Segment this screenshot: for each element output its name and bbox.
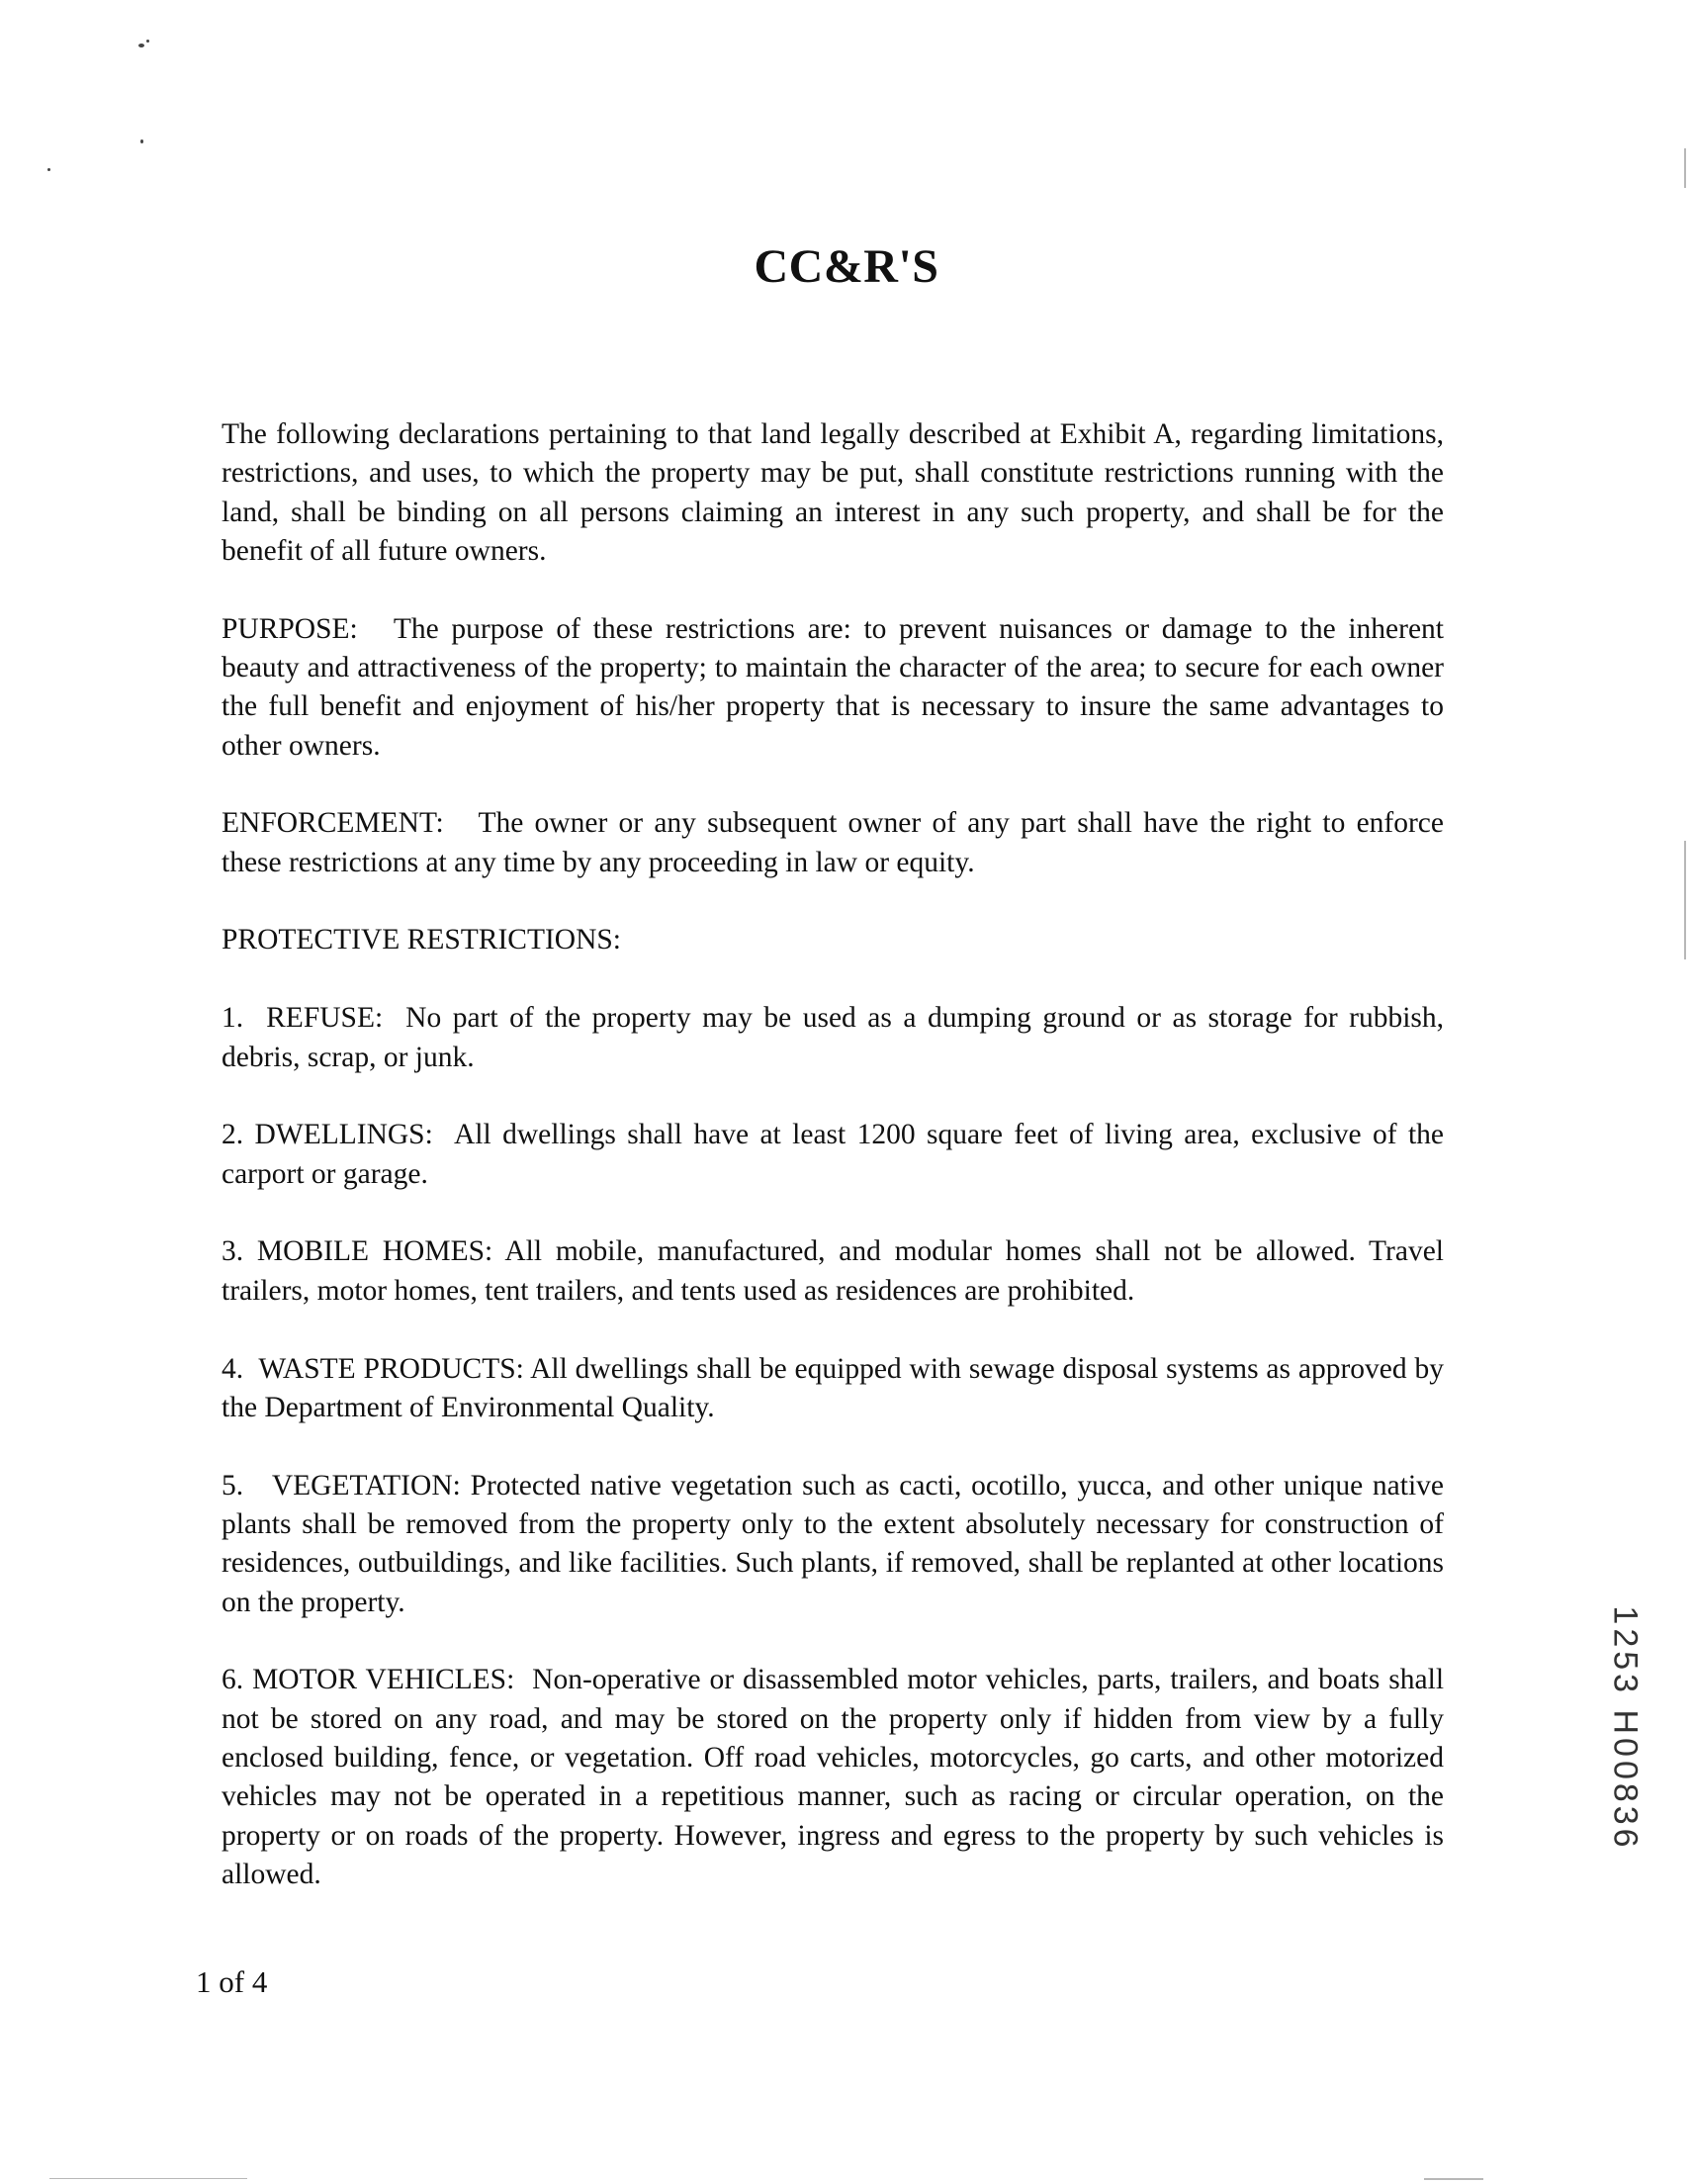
restriction-label: MOBILE HOMES: [256, 1235, 493, 1268]
restriction-text: No part of the property may be used as a dumping ground or as storage for rubbish, debris, scrap, or junk. [222, 1002, 1445, 1073]
page-number: 1 of 4 [196, 1964, 268, 1999]
scan-speck [146, 40, 149, 43]
restriction-number: 5. [222, 1469, 244, 1502]
document-body [222, 415, 1444, 1934]
restriction-text: Non-operative or disassembled motor vehicles, parts, trailers, and boats shall not be stored on any road, and may be stored on the property only if hidden from view by a fully enclosed building, fence, or vegetation. Off road vehicles, motorcycles, go carts, and other motorized vehicles may not be operated in a repetitious manner, such as racing or circular operation, on the property or on roads of the property. However, ingress and egress to the property by such vehicles is allowed. [222, 1664, 1445, 1890]
document-title: CC&R'S [754, 240, 939, 293]
intro-paragraph: The following declarations pertaining to that land legally described at Exhibit A, regarding limitations, restrictions, and uses, to which the property may be put, shall constitute restrictions running with the land, shall be binding on all persons claiming an interest in any such property, and shall be for the benefit of all future owners. [222, 418, 1444, 567]
restriction-label: DWELLINGS: [254, 1119, 433, 1151]
restriction-label: REFUSE: [266, 1002, 384, 1035]
restriction-number: 6. [222, 1664, 244, 1696]
restriction-number: 3. [222, 1235, 244, 1268]
restriction-item [222, 1350, 1444, 1428]
scan-edge-mark [1684, 841, 1686, 959]
purpose-label: PURPOSE: [222, 612, 358, 645]
enforcement-label: ENFORCEMENT: [222, 807, 444, 840]
restriction-text: All dwellings shall be equipped with sewage disposal systems as approved by the Department of Environmental Quality. [222, 1352, 1445, 1423]
enforcement-text: The owner or any subsequent owner of any part shall have the right to enforce these restrictions at any time by any proceeding in law or equity. [222, 807, 1444, 878]
restriction-item [222, 1116, 1444, 1194]
scan-speck [140, 139, 143, 143]
restriction-item [222, 1467, 1444, 1622]
recording-stamp-text: 1253 H00836 [1606, 1604, 1645, 1852]
restriction-label: VEGETATION: [271, 1469, 461, 1502]
restriction-label: MOTOR VEHICLES: [252, 1664, 515, 1696]
recording-stamp [1597, 1590, 1652, 1866]
scan-edge-mark [49, 2178, 247, 2179]
scan-speck [47, 168, 50, 171]
restriction-number: 1. [222, 1002, 244, 1035]
restriction-number: 2. [222, 1119, 244, 1151]
scan-speck [138, 44, 144, 47]
restriction-item [222, 1232, 1444, 1311]
restriction-label: WASTE PRODUCTS: [258, 1352, 524, 1385]
restriction-item [222, 1661, 1444, 1894]
protective-restrictions-heading: PROTECTIVE RESTRICTIONS: [222, 924, 621, 956]
scan-edge-mark [1684, 148, 1686, 188]
restriction-item [222, 999, 1444, 1077]
enforcement-section [222, 804, 1444, 882]
purpose-section [222, 610, 1444, 766]
restriction-text: All mobile, manufactured, and modular homes shall not be allowed. Travel trailers, motor homes, tent trailers, and tents used as residences are prohibited. [222, 1235, 1444, 1307]
scan-edge-mark [1424, 2178, 1483, 2180]
restriction-text: All dwellings shall have at least 1200 square feet of living area, exclusive of the carport or garage. [222, 1119, 1445, 1190]
restriction-text: Protected native vegetation such as cacti, ocotillo, yucca, and other unique native plants shall be removed from the property only to the extent absolutely necessary for construction of residences, outbuildings, and like facilities. Such plants, if removed, shall be replanted at other locations on the property. [222, 1469, 1445, 1618]
purpose-text: The purpose of these restrictions are: to prevent nuisances or damage to the inherent beauty and attractiveness of the property; to maintain the character of the area; to secure for each owner the full benefit and enjoyment of his/her property that is necessary to insure the same advantages to other owners. [222, 612, 1445, 762]
restriction-number: 4. [222, 1352, 244, 1385]
